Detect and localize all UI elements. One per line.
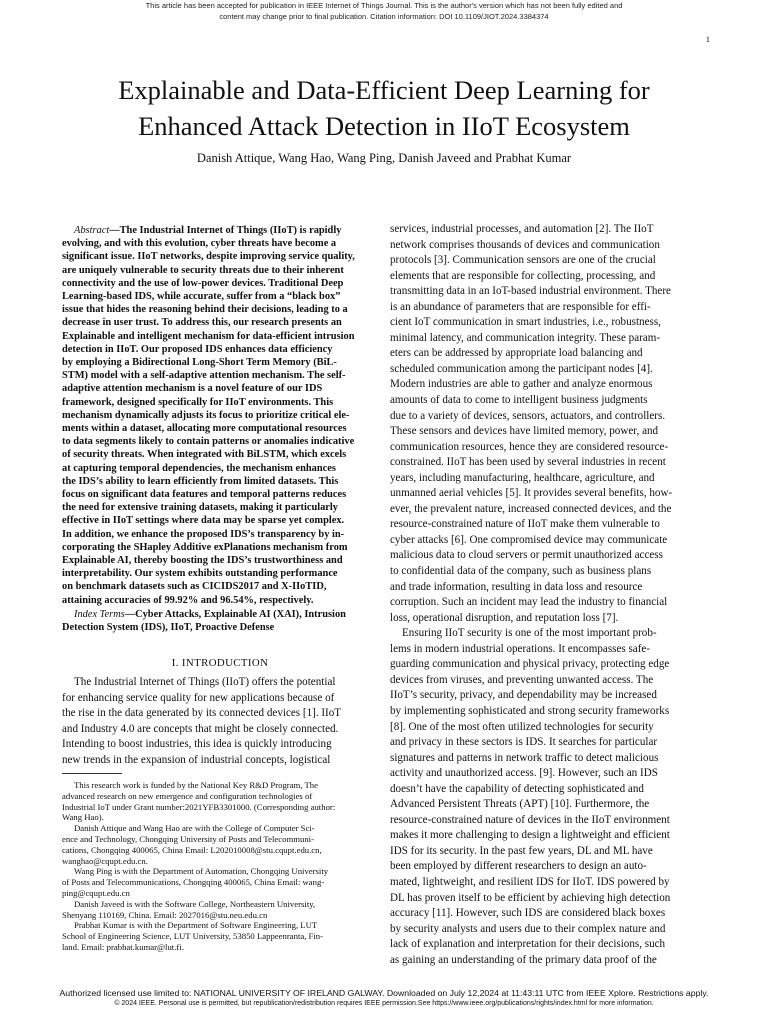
abstract-line: mechanism dynamically adjusts its focus to prioritize critical ele- <box>62 409 350 421</box>
notice-line-2: content may change prior to final publication. Citation information: DOI 10.1109/JIOT.2024.3384374 <box>219 12 549 21</box>
abstract-line: Abstract—The Industrial Internet of Things (IIoT) is rapidly <box>74 225 342 236</box>
abstract-line: issue that hides the reasoning behind their decisions, leading to a <box>62 304 348 316</box>
abstract-line: evolving, and with this evolution, cyber threats have become a <box>62 238 337 250</box>
footnote-line: wanghao@cqupt.edu.cn. <box>62 855 148 866</box>
abstract-line: at capturing temporal dependencies, the mechanism enhances <box>62 462 336 474</box>
right-col-line: cient IoT communication in smart industries, i.e., robustness, <box>390 316 661 329</box>
right-col-line: Ensuring IIoT security is one of the most important prob- <box>402 627 657 640</box>
abstract-line: adaptive attention mechanism is a novel feature of our IDS <box>62 383 323 395</box>
index-terms-line: Index Terms—Cyber Attacks, Explainable AI (XAI), Intrusion <box>74 609 346 620</box>
right-col-line: IIoT’s security, privacy, and dependability may be increased <box>390 689 657 702</box>
introduction-text <box>62 675 378 768</box>
right-col-line: by security analysts and users due to their complex nature and <box>390 922 666 935</box>
right-col-line: signatures and patterns in network traffic to detect malicious <box>390 751 659 764</box>
footnote-line: Industrial IoT under Grant number:2021YFB3301000. (Corresponding author: <box>62 801 336 812</box>
abstract <box>62 224 378 607</box>
right-col-line: communication resources, hence they are considered resource- <box>390 440 669 453</box>
abstract-line: Explainable and intelligent mechanism for data-efficient intrusion <box>62 330 355 342</box>
footnote-line: School of Engineering Science, LUT University, 53850 Lappeenranta, Fin- <box>62 931 324 942</box>
footnote-rule <box>62 773 122 774</box>
right-col-line: DL has proven itself to be efficient by achieving high detection <box>390 891 671 904</box>
intro-line: The Industrial Internet of Things (IIoT) offers the potential <box>74 676 336 688</box>
footnote-line: cations, Chongqing 400065, China Email: L202010008@stu.cqupt.edu.cn, <box>62 844 322 855</box>
footnote-line: of Posts and Telecommunications, Chongqing 400065, China Email: wang- <box>62 877 325 888</box>
abstract-line: decrease in user trust. To address this, our research presents an <box>62 317 342 329</box>
right-col-line: and trade information, resulting in data loss and resource <box>390 580 643 593</box>
right-col-line: Advanced Persistent Threats (APT) [10]. Furthermore, the <box>390 798 650 811</box>
abstract-line: to data segments likely to contain patterns or anomalies indicative <box>62 436 355 448</box>
right-col-line: minimal latency, and communication integrity. These param- <box>390 331 661 344</box>
intro-line: and Industry 4.0 are concepts that might be closely connected. <box>62 722 339 735</box>
right-col-line: makes it more challenging to design a lightweight and efficient <box>390 829 670 842</box>
footnote-line: Danish Attique and Wang Hao are with the College of Computer Sci- <box>74 823 315 834</box>
right-col-line: resource-constrained nature of devices in the IIoT environment <box>390 813 670 826</box>
right-col-line: scheduled communication among the participant nodes [4]. <box>390 362 653 375</box>
index-terms <box>62 608 378 634</box>
abstract-line: corporating the SHapley Additive exPlanations mechanism from <box>62 541 348 553</box>
right-col-line: amounts of data to come to intelligent business judgments <box>390 394 648 407</box>
footnote-line: ping@cqupt.edu.cn <box>62 887 130 898</box>
footnote-line: Danish Javeed is with the Software College, Northeastern University, <box>74 898 316 909</box>
right-column-text <box>390 222 707 968</box>
right-col-line: network comprises thousands of devices and communication <box>390 238 660 251</box>
right-col-line: unmanned aerial vehicles [5]. It provides several benefits, how- <box>390 487 673 500</box>
right-col-line: years, including manufacturing, healthcare, agriculture, and <box>390 471 655 484</box>
right-col-line: loss, operational disruption, and reputation loss [7]. <box>390 611 619 624</box>
right-col-line: malicious data to cloud servers or permit unauthorized access <box>390 549 663 562</box>
copyright-line: © 2024 IEEE. Personal use is permitted, but republication/redistribution requires IEEE permission.See https://www.ieee.org/publications/rights/index.html for more information. <box>114 1000 654 1007</box>
abstract-label: Abstract <box>74 225 110 236</box>
abstract-line: framework, designed specifically for IIoT environments. This <box>62 396 334 408</box>
footnote-line: Wang Ping is with the Department of Automation, Chongqing University <box>74 866 329 877</box>
paper-title <box>40 72 728 144</box>
abstract-line: interpretability. Our system exhibits outstanding performance <box>62 568 338 580</box>
intro-line: for enhancing service quality for new applications because of <box>62 691 335 704</box>
abstract-line: are uniquely vulnerable to security threats due to their inherent <box>62 264 344 276</box>
abstract-line: detection in IIoT. Our proposed IDS enhances data efficiency <box>62 343 333 355</box>
abstract-line: of security threats. When integrated with BiLSTM, which excels <box>62 449 347 461</box>
right-col-line: IDS for its security. In the past few years, DL and ML have <box>390 844 653 857</box>
right-col-line: and privacy in these sectors is IDS. It searches for particular <box>390 736 658 749</box>
abstract-line: connectivity and the use of low-power devices. Traditional Deep <box>62 277 344 289</box>
right-col-line: constrained. IIoT has been used by several industries in recent <box>390 456 666 469</box>
right-col-line: accuracy [11]. However, such IDS are considered black boxes <box>390 907 666 920</box>
abstract-line: Explainable AI, thereby boosting the IDS’s trustworthiness and <box>62 555 343 567</box>
right-col-line: resource-constrained nature of IIoT make them vulnerable to <box>390 518 660 531</box>
right-col-line: is an abundance of parameters that are responsible for effi- <box>390 300 651 313</box>
right-col-line: services, industrial processes, and automation [2]. The IIoT <box>390 223 654 235</box>
abstract-line: by employing a Bidirectional Long-Short Term Memory (BiL- <box>62 357 337 369</box>
right-col-line: lems in modern industrial operations. It encompasses safe- <box>390 642 651 655</box>
abstract-line: In addition, we enhance the proposed IDS’s transparency by in- <box>62 528 345 540</box>
right-col-line: elements that are responsible for collecting, processing, and <box>390 269 656 282</box>
index-terms-label: Index Terms <box>74 609 125 620</box>
footnote-line: This research work is funded by the National Key R&D Program, The <box>74 780 318 790</box>
right-col-line: to confidential data of the company, such as business plans <box>390 565 652 578</box>
intro-line: Intending to boost industries, this idea is quickly introducing <box>62 738 332 751</box>
abstract-line: ments within a dataset, allocating more computational resources <box>62 423 347 435</box>
section-heading-introduction: I. INTRODUCTION <box>171 657 269 669</box>
footnote-line: land. Email: prabhat.kumar@lut.fi. <box>62 941 184 952</box>
right-col-line: devices from viruses, and preventing unwanted access. The <box>390 673 654 686</box>
publication-notice <box>0 0 768 22</box>
license-line: Authorized licensed use limited to: NATIONAL UNIVERSITY OF IRELAND GALWAY. Downloaded on July 12,2024 at 11:43:11 UTC from IEEE Xplore. Restrictions apply. <box>59 988 709 998</box>
right-col-line: as gaining an understanding of the primary data proof of the <box>390 953 657 966</box>
right-col-line: mated, lightweight, and resilient IDS for IIoT. IDS powered by <box>390 875 670 888</box>
title-line-2: Enhanced Attack Detection in IIoT Ecosystem <box>138 111 630 141</box>
right-col-line: by implementing sophisticated and strong security frameworks <box>390 704 670 717</box>
right-col-line: lack of explanation and interpretation for their decisions, such <box>390 938 666 951</box>
right-col-line: Modern industries are able to gather and analyze enormous <box>390 378 653 391</box>
right-col-line: These sensors and devices have limited memory, power, and <box>390 425 659 438</box>
right-col-line: corruption. Such an incident may lead the industry to financial <box>390 596 668 609</box>
right-col-line: [8]. One of the most often utilized technologies for security <box>390 720 654 733</box>
right-col-line: guarding communication and physical privacy, protecting edge <box>390 658 670 671</box>
abstract-line: the need for extensive training datasets, making it particularly <box>62 502 339 514</box>
abstract-line: effective in IIoT settings where data may be sparse yet complex. <box>62 515 345 527</box>
abstract-line: focus on significant data features and temporal patterns reduces <box>62 489 347 501</box>
right-col-line: due to a variety of devices, sensors, actuators, and controllers. <box>390 409 666 422</box>
footnote-line: Prabhat Kumar is with the Department of Software Engineering, LUT <box>74 920 318 931</box>
right-col-line: eters can be addressed by appropriate load balancing and <box>390 347 643 360</box>
abstract-line: significant issue. IIoT networks, despite improving service quality, <box>62 251 355 263</box>
abstract-line: Learning-based IDS, while accurate, suffer from a “black box” <box>62 291 341 303</box>
notice-line-1: This article has been accepted for publication in IEEE Internet of Things Journal. This is the author's version which has not been fully edited and <box>145 1 623 10</box>
footnote-line: Shenyang 110169, China. Email: 2027016@stu.neu.edu.cn <box>62 909 268 920</box>
right-col-line: activity and unauthorized access. [9]. However, such an IDS <box>390 767 658 780</box>
right-col-line: transmitting data in an IoT-based industrial environment. There <box>390 285 671 298</box>
abstract-line: the IDS’s ability to learn efficiently from limited datasets. This <box>62 475 339 487</box>
right-col-line: cyber attacks [6]. One compromised device may communicate <box>390 533 668 546</box>
right-col-line: doesn’t have the capability of detecting sophisticated and <box>390 782 644 795</box>
footnote-line: advanced research on new emergence and configuration technologies of <box>62 790 313 801</box>
abstract-line: attaining accuracies of 99.92% and 96.54%, respectively. <box>62 594 314 606</box>
license-footer <box>0 988 768 1009</box>
abstract-line: on benchmark datasets such as CICIDS2017 and X-IIoTID, <box>62 581 327 593</box>
abstract-line: STM) model with a self-adaptive attention mechanism. The self- <box>62 370 346 382</box>
page-number: 1 <box>705 34 710 44</box>
right-col-line: protocols [3]. Communication sensors are one of the crucial <box>390 254 656 267</box>
title-line-1: Explainable and Data-Efficient Deep Learning for <box>118 75 650 105</box>
intro-line: the rise in the data generated by its connected devices [1]. IIoT <box>62 707 342 720</box>
footnote-line: ence and Technology, Chongqing University of Posts and Telecommuni- <box>62 833 314 844</box>
footnotes <box>62 780 378 953</box>
right-col-line: ever, the prevalent nature, increased connected devices, and the <box>390 502 672 515</box>
intro-line: new trends in the expansion of industrial concepts, logistical <box>62 753 331 766</box>
right-col-line: been employed by different researchers to design an auto- <box>390 860 647 873</box>
author-list: Danish Attique, Wang Hao, Wang Ping, Danish Javeed and Prabhat Kumar <box>196 151 572 165</box>
index-terms-line: Detection System (IDS), IIoT, Proactive Defense <box>62 622 275 634</box>
footnote-line: Wang Hao). <box>62 812 104 823</box>
